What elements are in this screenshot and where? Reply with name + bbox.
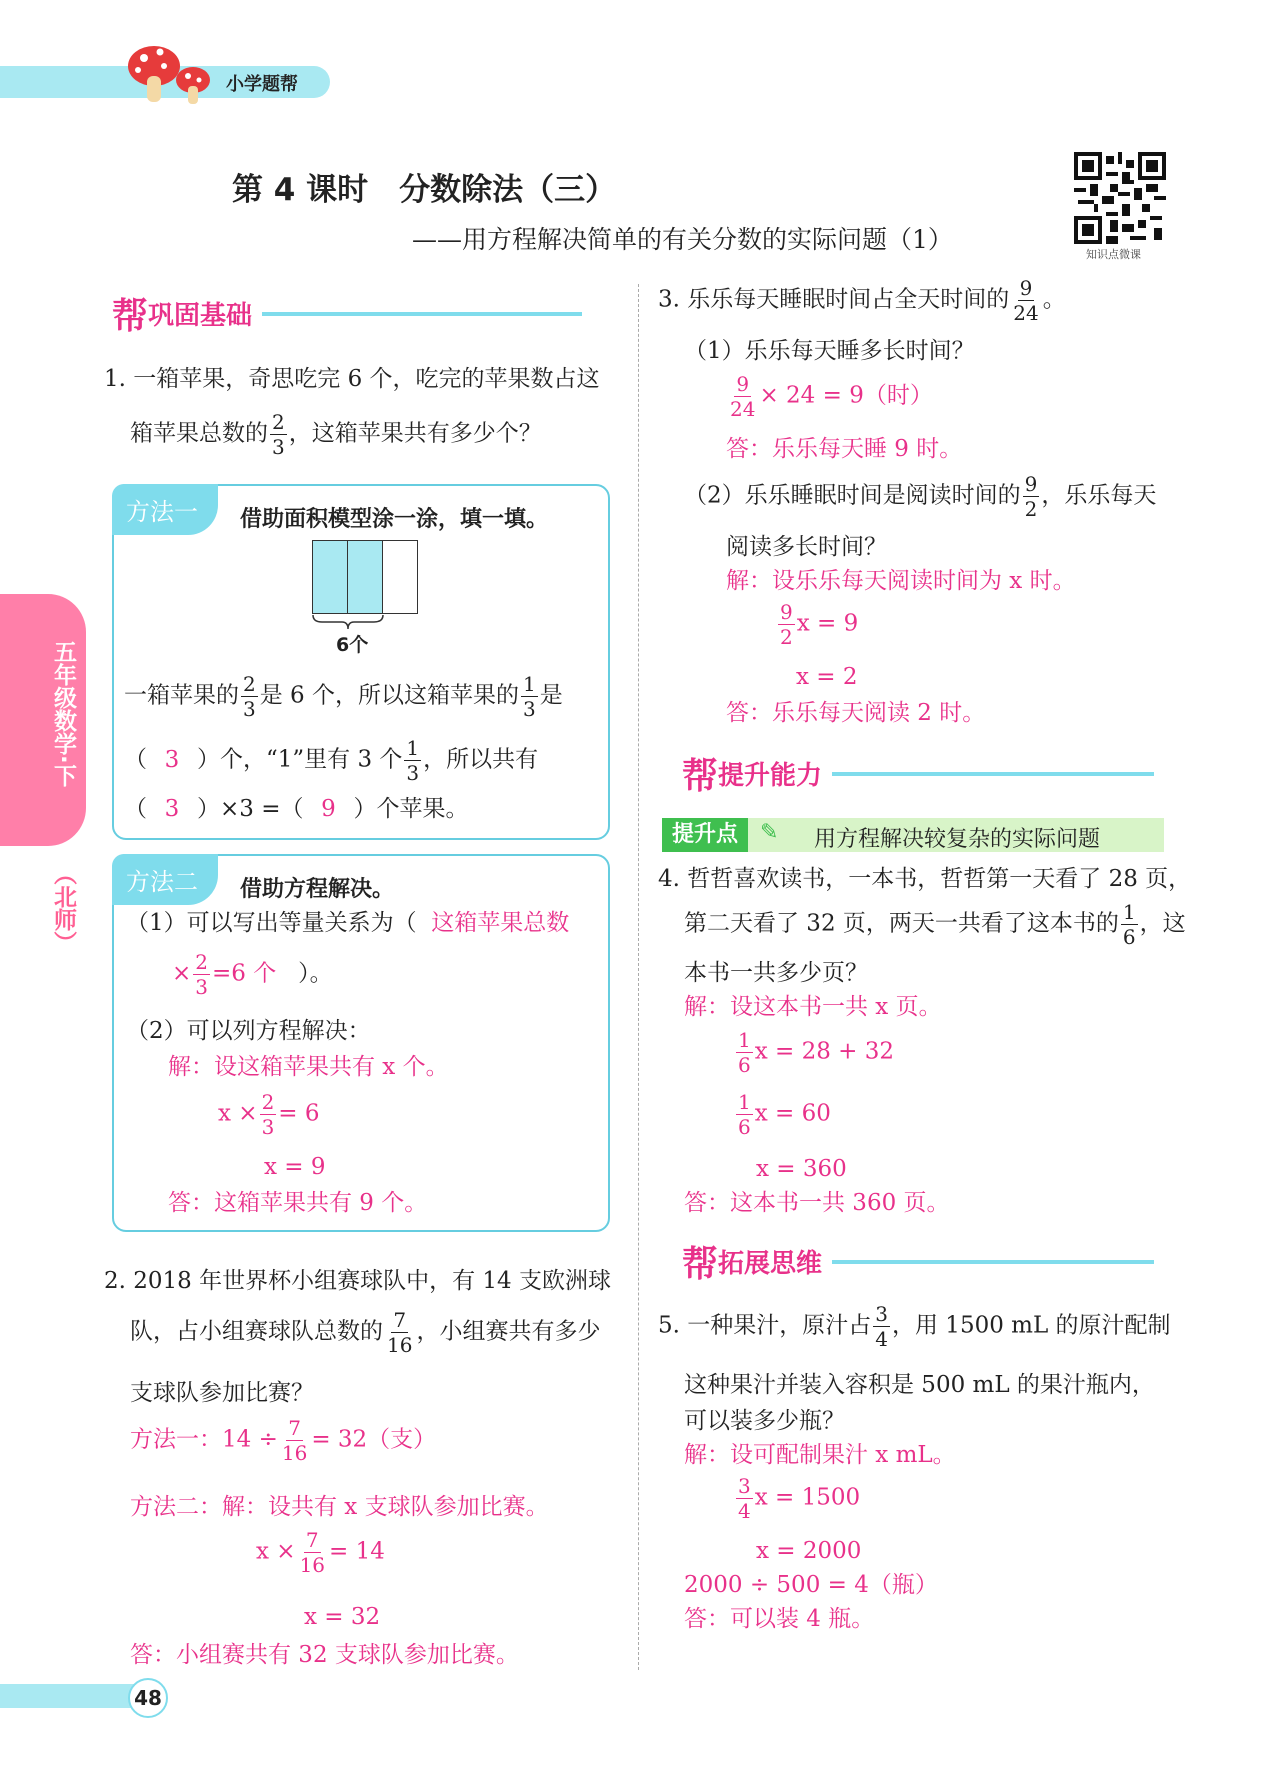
section-badge: 帮	[682, 1244, 719, 1285]
method1-text2: （ 3 ）个，“1”里有 3 个 $\frac{1}{3}$ ，所以共有	[124, 736, 539, 785]
method2-p1-cont: × $\frac{2}{3}$ =6 个 ）。	[172, 950, 333, 999]
q2-a5: 答：小组赛共有 32 支球队参加比赛。	[130, 1642, 519, 1668]
q3-s4: 答：乐乐每天阅读 2 时。	[726, 700, 986, 726]
q2-a3: x × $\frac{7}{16}$ = 14	[256, 1528, 385, 1577]
pencil-icon: ✎	[760, 820, 779, 845]
area-part-shaded-1	[313, 541, 348, 613]
q2-a2: 方法二：解：设共有 x 支球队参加比赛。	[130, 1494, 549, 1520]
section-basic	[112, 288, 582, 339]
tip-bar	[662, 818, 1164, 852]
method1-box	[112, 484, 610, 840]
q4-s3: $\frac{1}{6}$ x = 60	[738, 1090, 831, 1139]
method2-p1: （1）可以写出等量关系为（ 这箱苹果总数	[126, 910, 570, 936]
section-extend	[682, 1236, 1154, 1287]
method1-title: 借助面积模型涂一涂，填一填。	[240, 507, 549, 532]
q4-s5: 答：这本书一共 360 页。	[684, 1190, 950, 1216]
q5-s1: 解：设可配制果汁 x mL。	[684, 1442, 956, 1468]
q4-line2: 第二天看了 32 页，两天一共看了这本书的 $\frac{1}{6}$ ，这	[684, 900, 1186, 949]
method2-s1: 解：设这箱苹果共有 x 个。	[168, 1054, 449, 1080]
q4-line1: 4. 哲哲喜欢读书，一本书，哲哲第一天看了 28 页，	[658, 866, 1192, 892]
q5-s2: $\frac{3}{4}$ x = 1500	[738, 1474, 861, 1523]
q5-line3: 可以装多少瓶？	[684, 1408, 845, 1434]
qr-code-icon[interactable]	[1074, 152, 1166, 244]
mushroom-logo-icon	[118, 40, 218, 110]
section-line	[832, 1260, 1154, 1264]
section-line	[832, 772, 1154, 776]
side-tab-edition: （北师）	[50, 862, 76, 954]
side-tab-grade: 五年级数学·下	[50, 640, 76, 787]
qr-caption: 知识点微课	[1086, 248, 1141, 261]
q5-line2: 这种果汁并装入容积是 500 mL 的果汁瓶内，	[684, 1372, 1155, 1398]
q3-s1: 解：设乐乐每天阅读时间为 x 时。	[726, 568, 1076, 594]
q3-p2-cont: 阅读多长时间？	[726, 534, 887, 560]
lesson-subtitle: ——用方程解决简单的有关分数的实际问题（1）	[412, 225, 953, 254]
method2-title: 借助方程解决。	[240, 877, 395, 902]
brand-name: 小学题帮	[226, 74, 298, 95]
q5-line1: 5. 一种果汁，原汁占 $\frac{3}{4}$ ，用 1500 mL 的原汁配制	[658, 1302, 1171, 1351]
method2-p2: （2）可以列方程解决：	[126, 1018, 371, 1044]
area-model	[312, 540, 418, 614]
q2-line3: 支球队参加比赛？	[130, 1380, 314, 1406]
tip-text: 用方程解决较复杂的实际问题	[814, 827, 1101, 852]
section-line	[262, 312, 582, 316]
method2-s3: x = 9	[264, 1154, 326, 1180]
section-badge: 帮	[112, 296, 149, 337]
page-number: 48	[128, 1678, 168, 1718]
q4-s1: 解：设这本书一共 x 页。	[684, 994, 942, 1020]
method1-text1: 一箱苹果的 $\frac{2}{3}$ 是 6 个，所以这箱苹果的 $\frac{1}{3}$ 是	[124, 672, 563, 721]
brace-icon	[312, 614, 384, 630]
q3-line1: 3. 乐乐每天睡眠时间占全天时间的 $\frac{9}{24}$ 。	[658, 276, 1066, 325]
answer-blank-1[interactable]: 3	[164, 746, 180, 773]
q5-s5: 答：可以装 4 瓶。	[684, 1606, 875, 1632]
answer-blank-3[interactable]: 9	[321, 796, 336, 822]
q3-a1-answer: 答：乐乐每天睡 9 时。	[726, 436, 963, 462]
q3-p2: （2）乐乐睡眠时间是阅读时间的 $\frac{9}{2}$ ，乐乐每天	[684, 472, 1157, 521]
section-badge: 帮	[682, 756, 719, 797]
q4-s2: $\frac{1}{6}$ x = 28 + 32	[738, 1028, 895, 1077]
area-part-empty	[383, 541, 417, 613]
q3-p1: （1）乐乐每天睡多长时间？	[684, 338, 975, 364]
method2-s4: 答：这箱苹果共有 9 个。	[168, 1190, 428, 1216]
q5-s4: 2000 ÷ 500 = 4（瓶）	[684, 1572, 938, 1598]
method2-tag: 方法二	[112, 854, 218, 905]
section-improve-title: 提升能力	[718, 761, 823, 791]
area-part-shaded-2	[348, 541, 383, 613]
q2-line2: 队，占小组赛球队总数的 $\frac{7}{16}$ ，小组赛共有多少	[130, 1308, 601, 1357]
section-improve	[682, 748, 1154, 799]
section-extend-title: 拓展思维	[718, 1249, 823, 1279]
q3-a1: $\frac{9}{24}$ × 24 = 9（时）	[730, 372, 933, 421]
q3-s3: x = 2	[796, 664, 858, 690]
answer-blank-2[interactable]: 3	[164, 796, 180, 822]
section-basic-title: 巩固基础	[148, 301, 253, 331]
q2-a1: 方法一：14 ÷ $\frac{7}{16}$ = 32（支）	[130, 1416, 437, 1465]
q1-line1: 1. 一箱苹果，奇思吃完 6 个，吃完的苹果数占这	[104, 366, 600, 392]
q4-line3: 本书一共多少页？	[684, 960, 868, 986]
q2-line1: 2. 2018 年世界杯小组赛球队中，有 14 支欧洲球	[104, 1268, 611, 1294]
tip-label: 提升点	[662, 818, 748, 852]
method2-box	[112, 854, 610, 1232]
q5-s3: x = 2000	[756, 1538, 862, 1564]
q2-a4: x = 32	[304, 1604, 381, 1630]
q3-s2: $\frac{9}{2}$ x = 9	[780, 600, 859, 649]
brace-label: 6个	[336, 634, 369, 656]
method1-text3: （ 3 ）×3 =（ 9 ）个苹果。	[124, 796, 469, 822]
q4-s4: x = 360	[756, 1156, 847, 1182]
lesson-title: 第 4 课时 分数除法（三）	[232, 172, 617, 208]
method1-tag: 方法一	[112, 484, 218, 535]
column-divider	[638, 284, 639, 1670]
method2-s2: x × $\frac{2}{3}$ = 6	[218, 1090, 320, 1139]
q1-line2: 箱苹果总数的 $\frac{2}{3}$ ，这箱苹果共有多少个？	[130, 410, 542, 459]
